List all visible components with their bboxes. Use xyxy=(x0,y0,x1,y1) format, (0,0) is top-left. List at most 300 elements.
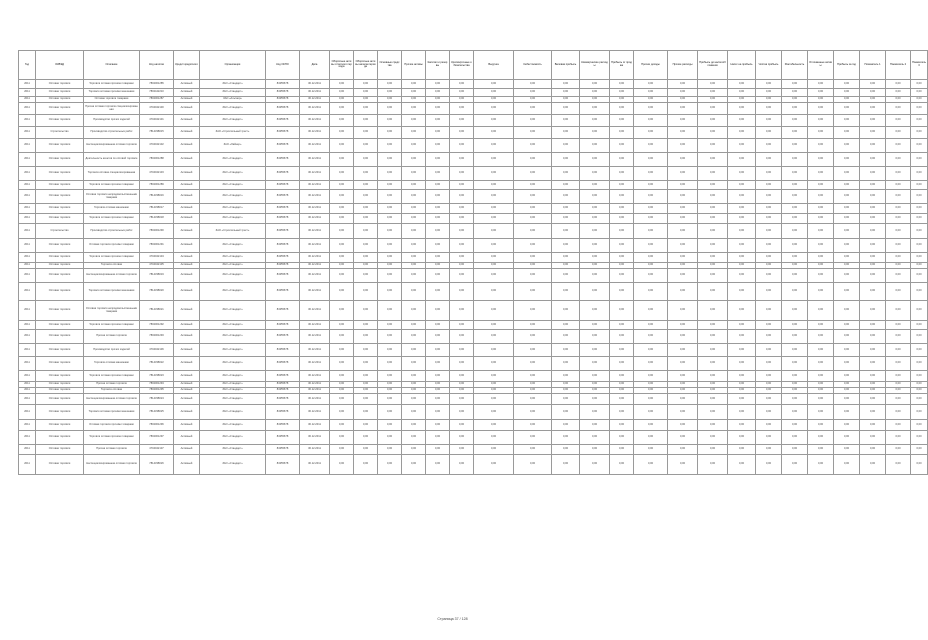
table-cell: 2011 xyxy=(19,321,36,330)
table-cell: 0,00 xyxy=(450,214,474,224)
table-cell: 0,00 xyxy=(330,115,354,127)
table-cell: 0,00 xyxy=(514,388,552,394)
table-cell: 0,00 xyxy=(354,253,378,263)
table-cell: 84355678 xyxy=(266,214,300,224)
table-cell: 0,00 xyxy=(378,388,402,394)
table-cell: 0,00 xyxy=(514,371,552,382)
table-cell: 0,00 xyxy=(782,301,808,321)
table-cell: 0,00 xyxy=(728,382,756,388)
table-cell: 0,00 xyxy=(808,382,834,388)
table-cell: 30.12.2011 xyxy=(300,269,330,283)
table-cell: 0,00 xyxy=(354,420,378,431)
table-cell: 0,00 xyxy=(634,330,668,344)
table-cell: 0,00 xyxy=(426,253,450,263)
table-cell: 0,00 xyxy=(634,153,668,167)
table-cell: 0,00 xyxy=(610,103,634,115)
table-cell: 0,00 xyxy=(756,330,782,344)
table-cell: 0,00 xyxy=(426,139,450,153)
table-cell: 0,00 xyxy=(634,127,668,139)
table-cell: 0,00 xyxy=(911,344,928,357)
table-cell: 0,00 xyxy=(610,153,634,167)
table-cell: 0,00 xyxy=(378,253,402,263)
table-cell: 0,00 xyxy=(860,357,886,371)
table-cell: Активный xyxy=(174,181,200,190)
table-cell: Оптовая торговля xyxy=(36,445,84,455)
table-cell: 30.12.2011 xyxy=(300,214,330,224)
table-cell: 84355678 xyxy=(266,371,300,382)
table-cell: 84355678 xyxy=(266,382,300,388)
table-cell: 84355678 xyxy=(266,181,300,190)
table-row xyxy=(19,139,928,153)
table-cell: 0,00 xyxy=(610,344,634,357)
table-cell: 0,00 xyxy=(378,431,402,445)
table-cell: 0,00 xyxy=(402,204,426,214)
table-cell: 0,00 xyxy=(330,445,354,455)
table-cell: 0,00 xyxy=(378,97,402,103)
table-cell: 0,00 xyxy=(728,167,756,181)
column-header: Чистая прибыль xyxy=(756,51,782,80)
table-cell: 30.12.2011 xyxy=(300,301,330,321)
table-cell: 0,00 xyxy=(728,455,756,475)
table-cell: 0,00 xyxy=(354,224,378,239)
column-header: Показатель 2 xyxy=(886,51,911,80)
table-cell: 0,00 xyxy=(808,139,834,153)
table-cell: 0,00 xyxy=(860,89,886,97)
table-cell: 2011 xyxy=(19,263,36,269)
table-cell: 0,00 xyxy=(402,405,426,420)
table-cell: 0,00 xyxy=(580,204,610,214)
table-cell: 0,00 xyxy=(354,455,378,475)
table-cell: Оптовая торговля xyxy=(36,153,84,167)
table-cell: 0,00 xyxy=(378,330,402,344)
table-cell: 0,00 xyxy=(756,382,782,388)
table-cell: 7802001285 xyxy=(140,80,174,89)
table-cell: 0,00 xyxy=(808,89,834,97)
table-cell: ЗАО «Стандарт» xyxy=(200,388,266,394)
table-row xyxy=(19,214,928,224)
table-cell: 0,00 xyxy=(698,214,728,224)
table-cell: 0,00 xyxy=(330,80,354,89)
table-cell: 0,00 xyxy=(450,239,474,253)
table-cell: 0,00 xyxy=(834,127,860,139)
table-cell: 0,00 xyxy=(514,405,552,420)
table-cell: Активный xyxy=(174,283,200,301)
table-cell: 0,00 xyxy=(634,394,668,405)
table-cell: 0,00 xyxy=(756,321,782,330)
table-cell: 0,00 xyxy=(698,224,728,239)
table-cell: 0,00 xyxy=(808,455,834,475)
table-cell: 0,00 xyxy=(402,115,426,127)
table-cell: Оптовая торговля прочими товарами xyxy=(84,239,140,253)
table-cell: 84355678 xyxy=(266,239,300,253)
table-cell: 0,00 xyxy=(834,263,860,269)
table-cell: 0,00 xyxy=(698,190,728,204)
column-header: Прибыль за год xyxy=(834,51,860,80)
table-cell: 0,00 xyxy=(450,181,474,190)
table-cell: Оптовая торговля xyxy=(36,344,84,357)
table-cell: 0,00 xyxy=(756,214,782,224)
table-cell: 0,00 xyxy=(860,371,886,382)
table-cell: 0,00 xyxy=(728,115,756,127)
table-cell: 0,00 xyxy=(514,204,552,214)
table-cell: 0,00 xyxy=(552,153,580,167)
table-row xyxy=(19,357,928,371)
table-cell: 0,00 xyxy=(728,204,756,214)
table-cell: ЗАО «Стандарт» xyxy=(200,89,266,97)
table-cell: 0,00 xyxy=(402,214,426,224)
table-cell: Оптовая торговля xyxy=(36,371,84,382)
table-cell: Оптовая торговля xyxy=(36,97,84,103)
table-cell: 0,00 xyxy=(552,455,580,475)
table-cell: 0,00 xyxy=(634,103,668,115)
table-cell: 0,00 xyxy=(450,115,474,127)
table-cell: 0,00 xyxy=(886,253,911,263)
table-cell: 0,00 xyxy=(354,127,378,139)
table-cell: 0,00 xyxy=(514,167,552,181)
table-cell: 0,00 xyxy=(450,388,474,394)
table-cell: 0,00 xyxy=(474,445,514,455)
table-cell: 0,00 xyxy=(330,224,354,239)
table-cell: 0,00 xyxy=(514,127,552,139)
table-cell: 2011 xyxy=(19,127,36,139)
table-cell: 0,00 xyxy=(402,153,426,167)
table-cell: 30.12.2011 xyxy=(300,382,330,388)
table-cell: 0,00 xyxy=(834,181,860,190)
table-cell: 7802001296 xyxy=(140,420,174,431)
table-cell: 0,00 xyxy=(552,330,580,344)
table-cell: 30.12.2011 xyxy=(300,344,330,357)
table-cell: Оптовая торговля xyxy=(36,405,84,420)
table-cell: 0,00 xyxy=(378,301,402,321)
table-cell: 0,00 xyxy=(354,344,378,357)
table-cell: 0,00 xyxy=(834,371,860,382)
column-header: Показатель 3 xyxy=(911,51,928,80)
column-header: ОКВЭД xyxy=(36,51,84,80)
table-cell: 0,00 xyxy=(426,263,450,269)
table-cell: 0,00 xyxy=(634,321,668,330)
table-cell: 0,00 xyxy=(911,115,928,127)
table-cell: 0,00 xyxy=(911,97,928,103)
table-cell: 84355678 xyxy=(266,224,300,239)
table-cell: 0,00 xyxy=(354,445,378,455)
table-cell: 0,00 xyxy=(514,80,552,89)
table-cell: 0,00 xyxy=(834,204,860,214)
table-cell: Оптовая торговля xyxy=(36,167,84,181)
table-cell: 0,00 xyxy=(330,239,354,253)
table-cell: 0,00 xyxy=(402,239,426,253)
table-cell: Оптовая торговля xyxy=(36,253,84,263)
column-header: Код налогов xyxy=(140,51,174,80)
table-cell: 0,00 xyxy=(330,301,354,321)
table-cell: 0,00 xyxy=(860,190,886,204)
table-cell: 0,00 xyxy=(354,371,378,382)
table-cell: 0,00 xyxy=(756,455,782,475)
table-cell: 0,00 xyxy=(514,253,552,263)
table-cell: 0,00 xyxy=(668,394,698,405)
table-cell: 0,00 xyxy=(728,139,756,153)
table-cell: 0,00 xyxy=(782,80,808,89)
table-cell: 0,00 xyxy=(782,190,808,204)
table-cell: 0,00 xyxy=(834,115,860,127)
table-cell: Прочая оптовая торговля xyxy=(84,382,140,388)
table-cell: 0,00 xyxy=(330,394,354,405)
table-cell: 0,00 xyxy=(834,321,860,330)
table-cell: 0,00 xyxy=(911,371,928,382)
table-cell: 30.12.2011 xyxy=(300,224,330,239)
table-cell: 0,00 xyxy=(426,204,450,214)
table-cell: 0,00 xyxy=(808,253,834,263)
table-cell: 0,00 xyxy=(354,405,378,420)
table-cell: 7802001291 xyxy=(140,239,174,253)
table-cell: 0,00 xyxy=(378,80,402,89)
table-cell: 0,00 xyxy=(808,321,834,330)
table-cell: 0,00 xyxy=(782,224,808,239)
table-row xyxy=(19,330,928,344)
table-cell: Оптовая торговля xyxy=(36,115,84,127)
table-row xyxy=(19,394,928,405)
table-row xyxy=(19,89,928,97)
table-cell: 0,00 xyxy=(668,405,698,420)
table-cell: 2011 xyxy=(19,115,36,127)
table-cell: 0,00 xyxy=(886,103,911,115)
table-cell: 7802001287 xyxy=(140,97,174,103)
table-cell: 0,00 xyxy=(354,97,378,103)
table-cell: 84355678 xyxy=(266,204,300,214)
table-cell: 0,00 xyxy=(911,283,928,301)
table-cell: 0,00 xyxy=(514,153,552,167)
table-cell: 0,00 xyxy=(698,405,728,420)
table-cell: Торговля оптовая прочими товарами xyxy=(84,321,140,330)
table-body xyxy=(19,80,928,475)
table-cell: 0,00 xyxy=(474,253,514,263)
table-cell: 0,00 xyxy=(756,103,782,115)
table-cell: Активный xyxy=(174,103,200,115)
table-cell: 0,00 xyxy=(860,204,886,214)
table-cell: 0,00 xyxy=(514,420,552,431)
table-cell: 84355678 xyxy=(266,190,300,204)
table-cell: 0,00 xyxy=(514,382,552,388)
table-cell: Торговля оптовая прочими товарами xyxy=(84,431,140,445)
table-cell: 0,00 xyxy=(860,253,886,263)
table-cell: 2011 xyxy=(19,239,36,253)
table-header-row xyxy=(19,51,928,80)
table-cell: Оптовая торговля прочими товарами xyxy=(84,420,140,431)
table-cell: 0,00 xyxy=(860,420,886,431)
table-cell: 0,00 xyxy=(514,89,552,97)
table-cell: 0,00 xyxy=(886,321,911,330)
table-cell: 0,00 xyxy=(580,253,610,263)
column-header: Прибыль до налогообложения xyxy=(698,51,728,80)
table-cell: 0,00 xyxy=(756,405,782,420)
table-cell: 84355678 xyxy=(266,167,300,181)
table-cell: 0,00 xyxy=(552,445,580,455)
table-cell: 0,00 xyxy=(782,204,808,214)
table-cell: 0,00 xyxy=(552,344,580,357)
table-cell: 0,00 xyxy=(426,127,450,139)
table-cell: 0,00 xyxy=(698,344,728,357)
table-cell: ЗАО «Стандарт» xyxy=(200,431,266,445)
table-cell: Оптовая торговля xyxy=(36,388,84,394)
table-cell: 0,00 xyxy=(354,89,378,97)
table-cell: 0,00 xyxy=(911,394,928,405)
table-cell: 0,00 xyxy=(378,167,402,181)
table-cell: 30.12.2011 xyxy=(300,321,330,330)
table-cell: 0,00 xyxy=(514,330,552,344)
table-cell: 0,00 xyxy=(610,445,634,455)
table-row xyxy=(19,253,928,263)
table-cell: 0,00 xyxy=(474,115,514,127)
table-row xyxy=(19,283,928,301)
table-cell: Торговля оптовая машинами xyxy=(84,204,140,214)
table-cell: 0,00 xyxy=(782,97,808,103)
table-cell: 0,00 xyxy=(552,301,580,321)
table-cell: 0,00 xyxy=(514,239,552,253)
table-cell: 0,00 xyxy=(450,357,474,371)
table-cell: Торговля оптовая xyxy=(84,388,140,394)
table-cell: 0,00 xyxy=(756,97,782,103)
table-cell: 84355678 xyxy=(266,321,300,330)
table-cell: 0,00 xyxy=(426,445,450,455)
table-cell: 0,00 xyxy=(834,344,860,357)
table-cell: 0,00 xyxy=(698,330,728,344)
table-cell: 0,00 xyxy=(698,239,728,253)
table-cell: 0,00 xyxy=(580,181,610,190)
table-cell: 0,00 xyxy=(402,321,426,330)
table-cell: 0,00 xyxy=(808,357,834,371)
table-cell: 7802001293 xyxy=(140,330,174,344)
table-cell: 0,00 xyxy=(426,344,450,357)
table-cell: Оптовая торговля xyxy=(36,204,84,214)
table-cell: 2011 xyxy=(19,204,36,214)
table-cell: 0,00 xyxy=(782,420,808,431)
table-cell: 0,00 xyxy=(808,330,834,344)
table-cell: 0,00 xyxy=(402,455,426,475)
table-cell: 0,00 xyxy=(728,405,756,420)
table-cell: 0,00 xyxy=(782,153,808,167)
table-cell: 0,00 xyxy=(728,445,756,455)
table-cell: 4704042132 xyxy=(140,139,174,153)
table-cell: 0,00 xyxy=(668,420,698,431)
table-cell: 4704042137 xyxy=(140,445,174,455)
table-cell: 84355678 xyxy=(266,330,300,344)
table-cell: 0,00 xyxy=(552,431,580,445)
table-row xyxy=(19,127,928,139)
table-cell: 0,00 xyxy=(698,97,728,103)
table-cell: 0,00 xyxy=(330,89,354,97)
table-cell: 0,00 xyxy=(378,224,402,239)
table-cell: 0,00 xyxy=(426,330,450,344)
table-cell: 0,00 xyxy=(634,253,668,263)
table-cell: 0,00 xyxy=(860,431,886,445)
page-footer: Страница 37 / 128 xyxy=(437,617,468,621)
table-cell: 0,00 xyxy=(834,224,860,239)
register-table xyxy=(18,50,928,475)
table-cell: 0,00 xyxy=(474,127,514,139)
table-cell: 0,00 xyxy=(354,167,378,181)
table-cell: Активный xyxy=(174,253,200,263)
table-cell: 0,00 xyxy=(610,420,634,431)
table-cell: 0,00 xyxy=(782,239,808,253)
table-cell: Оптовая торговля товарами xyxy=(84,97,140,103)
table-cell: Активный xyxy=(174,431,200,445)
table-cell: 0,00 xyxy=(514,445,552,455)
table-cell: 0,00 xyxy=(514,321,552,330)
table-cell: 0,00 xyxy=(911,382,928,388)
table-row xyxy=(19,167,928,181)
table-cell: 0,00 xyxy=(402,181,426,190)
table-cell: 0,00 xyxy=(782,357,808,371)
table-cell: Производство прочих изделий xyxy=(84,115,140,127)
table-cell: 0,00 xyxy=(450,97,474,103)
table-cell: 0,00 xyxy=(378,239,402,253)
column-header: Год xyxy=(19,51,36,80)
table-cell: 0,00 xyxy=(886,239,911,253)
table-cell: 0,00 xyxy=(886,388,911,394)
column-header: Основные средства xyxy=(378,51,402,80)
table-cell: 0,00 xyxy=(426,224,450,239)
table-cell: 0,00 xyxy=(402,80,426,89)
table-cell: 0,00 xyxy=(474,80,514,89)
table-cell: 84355678 xyxy=(266,420,300,431)
table-cell: 0,00 xyxy=(911,181,928,190)
table-cell: 0,00 xyxy=(911,224,928,239)
table-cell: 0,00 xyxy=(782,263,808,269)
table-cell: 0,00 xyxy=(354,190,378,204)
table-cell: 0,00 xyxy=(834,214,860,224)
table-cell: 0,00 xyxy=(886,89,911,97)
table-cell: 30.12.2011 xyxy=(300,181,330,190)
table-cell: 0,00 xyxy=(552,214,580,224)
table-cell: 0,00 xyxy=(402,394,426,405)
table-cell: 0,00 xyxy=(450,445,474,455)
table-cell: 0,00 xyxy=(330,263,354,269)
table-cell: 7814338015 xyxy=(140,127,174,139)
table-cell: 84355678 xyxy=(266,97,300,103)
table-cell: 0,00 xyxy=(782,405,808,420)
table-cell: Активный xyxy=(174,115,200,127)
table-cell: 0,00 xyxy=(911,357,928,371)
table-cell: 0,00 xyxy=(728,103,756,115)
table-cell: 0,00 xyxy=(808,445,834,455)
table-cell: 0,00 xyxy=(911,431,928,445)
table-cell: 0,00 xyxy=(378,382,402,388)
table-cell: 0,00 xyxy=(886,394,911,405)
table-cell: Оптовая торговля xyxy=(36,89,84,97)
table-cell: Торговля оптовая прочими машинами xyxy=(84,89,140,97)
table-cell: 0,00 xyxy=(610,371,634,382)
table-cell: 0,00 xyxy=(756,80,782,89)
table-row xyxy=(19,301,928,321)
table-cell: 84355678 xyxy=(266,80,300,89)
table-cell: 0,00 xyxy=(911,153,928,167)
table-cell: 0,00 xyxy=(668,103,698,115)
table-cell: 0,00 xyxy=(610,357,634,371)
table-cell: 0,00 xyxy=(552,394,580,405)
table-cell: 7814338019 xyxy=(140,269,174,283)
table-cell: 0,00 xyxy=(552,80,580,89)
table-cell: 7814338016 xyxy=(140,190,174,204)
table-cell: 84355678 xyxy=(266,455,300,475)
table-cell: 0,00 xyxy=(782,371,808,382)
table-cell: 7814338024 xyxy=(140,394,174,405)
table-cell: 0,00 xyxy=(860,405,886,420)
table-cell: 0,00 xyxy=(698,371,728,382)
table-cell: 0,00 xyxy=(782,139,808,153)
table-cell: 84355678 xyxy=(266,89,300,97)
table-cell: 0,00 xyxy=(728,214,756,224)
table-cell: 0,00 xyxy=(808,115,834,127)
table-cell: 2011 xyxy=(19,382,36,388)
